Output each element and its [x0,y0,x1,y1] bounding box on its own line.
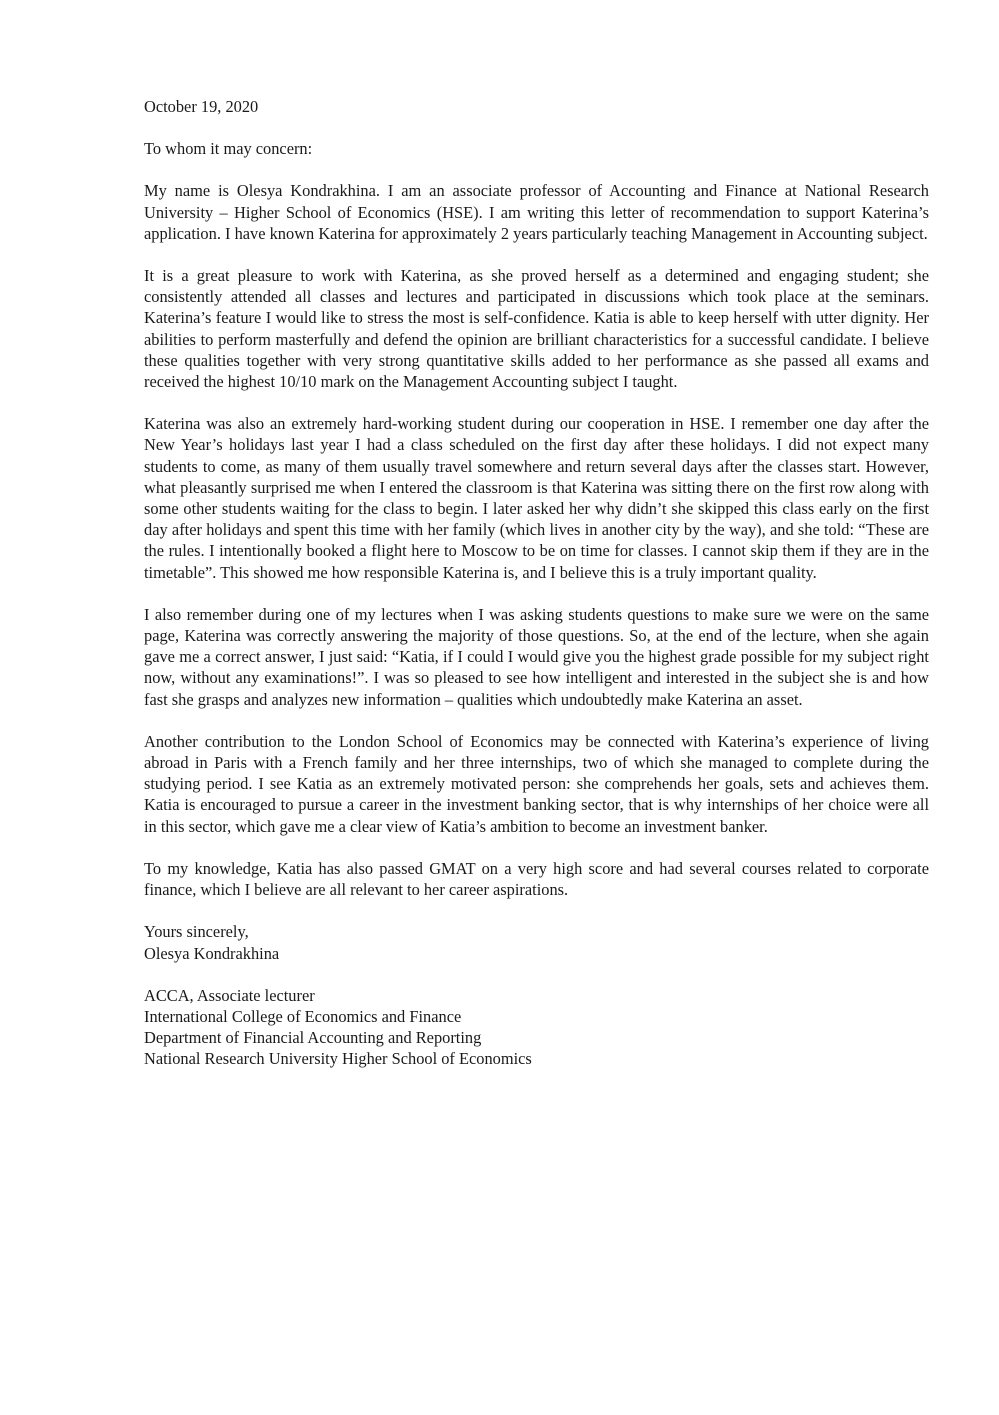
signer-college: International College of Economics and Finance [144,1006,462,1026]
body-paragraph-gmat: To my knowledge, Katia has also passed GMAT on a very high score and had several courses related to corporate finance, which I believe are all relevant to her career aspirations. [144,858,929,900]
body-paragraph-intro: My name is Olesya Kondrakhina. I am an associate professor of Accounting and Finance at National Research University – Higher School of Economics (HSE). I am writing this letter of recommendation to support Katerina’s application. I have known Katerina for approximately 2 years particularly teaching Management in Accounting subject. [144,181,929,243]
signer-title: ACCA, Associate lecturer [144,985,315,1005]
letter-date: October 19, 2020 [144,97,259,116]
closing-phrase: Yours sincerely, [144,922,249,942]
body-paragraph-lectures: I also remember during one of my lectures when I was asking students questions to make sure we were on the same page, Katerina was correctly answering the majority of those questions. So, at the end of the lecture, when she again gave me a correct answer, I just said: “Katia, if I could I would give you the highest grade possible for my subject right now, without any examinations!”. I was so pleased to see how intelligent and interested in the subject she is and how fast she grasps and analyzes new information – qualities which undoubtedly make Katerina an asset. [144,604,929,709]
signature-block [144,985,929,1070]
body-paragraph-hardworking: Katerina was also an extremely hard-working student during our cooperation in HSE. I remember one day after the New Year’s holidays last year I had a class scheduled on the first day after these holidays. I did not expect many students to come, as many of them usually travel somewhere and return several days after the classes start. However, what pleasantly surprised me when I entered the classroom is that Katerina was sitting there on the first row along with some other students waiting for the class to begin. I later asked her why didn’t she skipped this class early on the first day after holidays and spent this time with her family (which lives in another city by the way), and she told: “These are the rules. I intentionally booked a flight here to Moscow to be on time for classes. I cannot skip them if they are in the timetable”. This showed me how responsible Katerina is, and I believe this is a truly important quality. [144,414,929,582]
signer-university: National Research University Higher School of Economics [144,1049,532,1069]
body-paragraph-qualities: It is a great pleasure to work with Katerina, as she proved herself as a determined and engaging student; she consistently attended all classes and lectures and participated in discussions which took place at the seminars. Katerina’s feature I would like to stress the most is self-confidence. Katia is able to keep herself with utter dignity. Her abilities to perform masterfully and defend the opinion are brilliant characteristics for a successful candidate. I believe these qualities together with very strong quantitative skills added to her performance as she passed all exams and received the highest 10/10 mark on the Management Accounting subject I taught. [144,266,929,392]
signer-name: Olesya Kondrakhina [144,943,280,963]
body-paragraph-contribution: Another contribution to the London School of Economics may be connected with Katerina’s experience of living abroad in Paris with a French family and her three internships, two of which she managed to complete during the studying period. I see Katia as an extremely motivated person: she comprehends her goals, sets and achieves them. Katia is encouraged to pursue a career in the investment banking sector, that is why internships of her choice were all in this sector, which gave me a clear view of Katia’s ambition to become an investment banker. [144,731,929,836]
recommendation-letter [144,96,929,1070]
letter-salutation: To whom it may concern: [144,139,313,159]
signer-department: Department of Financial Accounting and Reporting [144,1028,482,1048]
letter-closing [144,921,929,963]
